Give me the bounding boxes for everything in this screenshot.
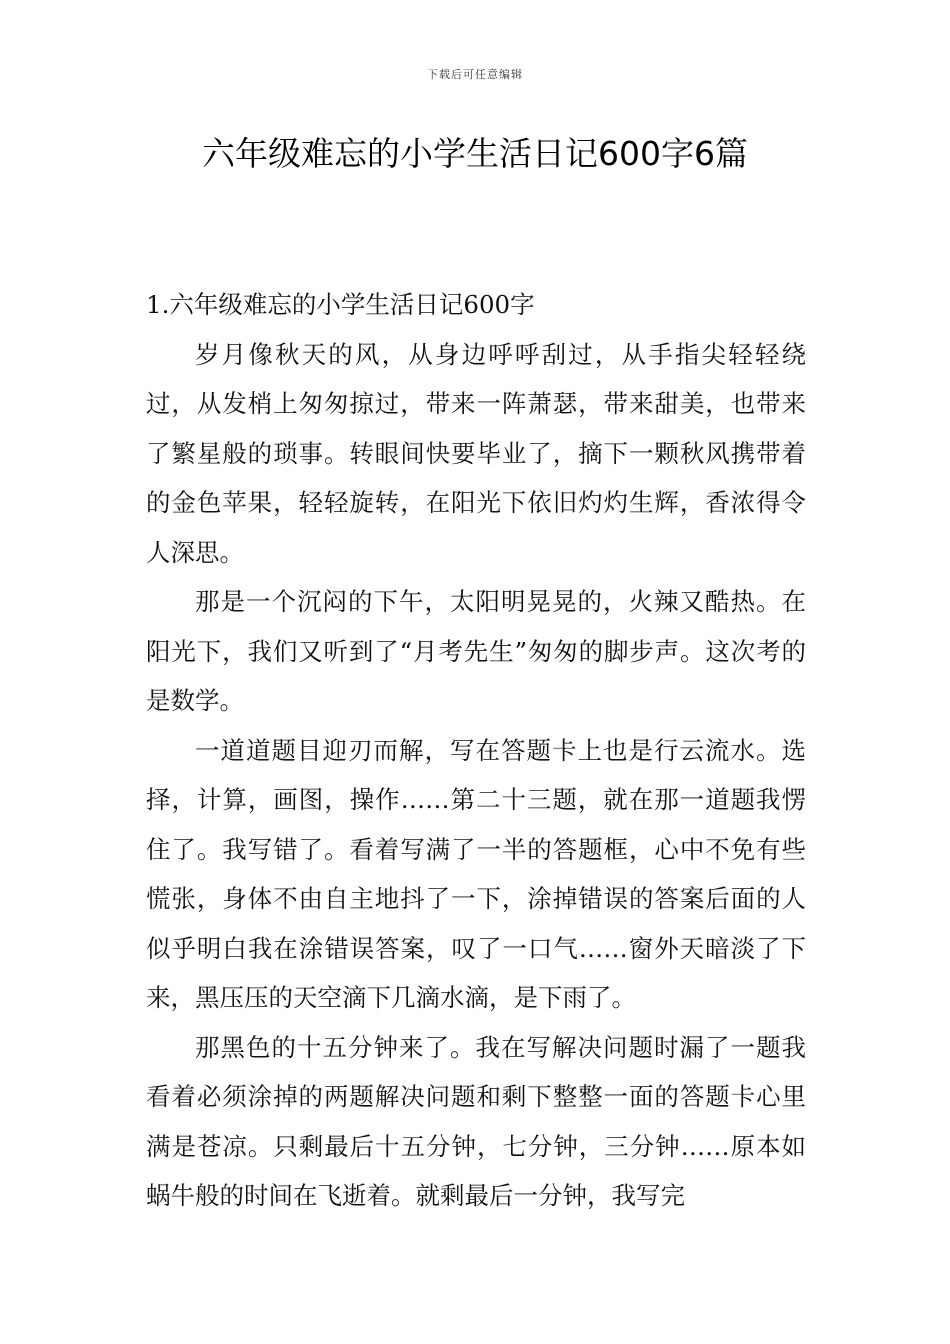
document-title: 六年级难忘的小学生活日记600字6篇 (202, 134, 748, 173)
document-body (146, 280, 806, 1221)
paragraph-3: 一道道题目迎刃而解，写在答题卡上也是行云流水。选择，计算，画图，操作……第二十三题，就在那一道题我愣住了。我写错了。看着写满了一半的答题框，心中不免有些慌张，身体不由自主地抖了一下，涂掉错误的答案后面的人似乎明白我在涂错误答案，叹了一口气……窗外天暗淡了下来，黑压压的天空滴下几滴水滴，是下雨了。 (146, 735, 806, 1012)
paragraph-1: 岁月像秋天的风，从身边呼呼刮过，从手指尖轻轻绕过，从发梢上匆匆掠过，带来一阵萧瑟，带来甜美，也带来了繁星般的琐事。转眼间快要毕业了，摘下一颗秋风携带着的金色苹果，轻轻旋转，在阳光下依旧灼灼生辉，香浓得令人深思。 (146, 339, 806, 567)
header-note: 下载后可任意编辑 (427, 68, 523, 81)
section-heading: 1.六年级难忘的小学生活日记600字 (146, 290, 535, 319)
paragraph-4: 那黑色的十五分钟来了。我在写解决问题时漏了一题我看着必须涂掉的两题解决问题和剩下整整一面的答题卡心里满是苍凉。只剩最后十五分钟，七分钟，三分钟……原本如蜗牛般的时间在飞逝着。就剩最后一分钟，我写完 (146, 1032, 806, 1210)
paragraph-2: 那是一个沉闷的下午，太阳明晃晃的，火辣又酷热。在阳光下，我们又听到了“月考先生”匆匆的脚步声。这次考的是数学。 (146, 587, 806, 715)
